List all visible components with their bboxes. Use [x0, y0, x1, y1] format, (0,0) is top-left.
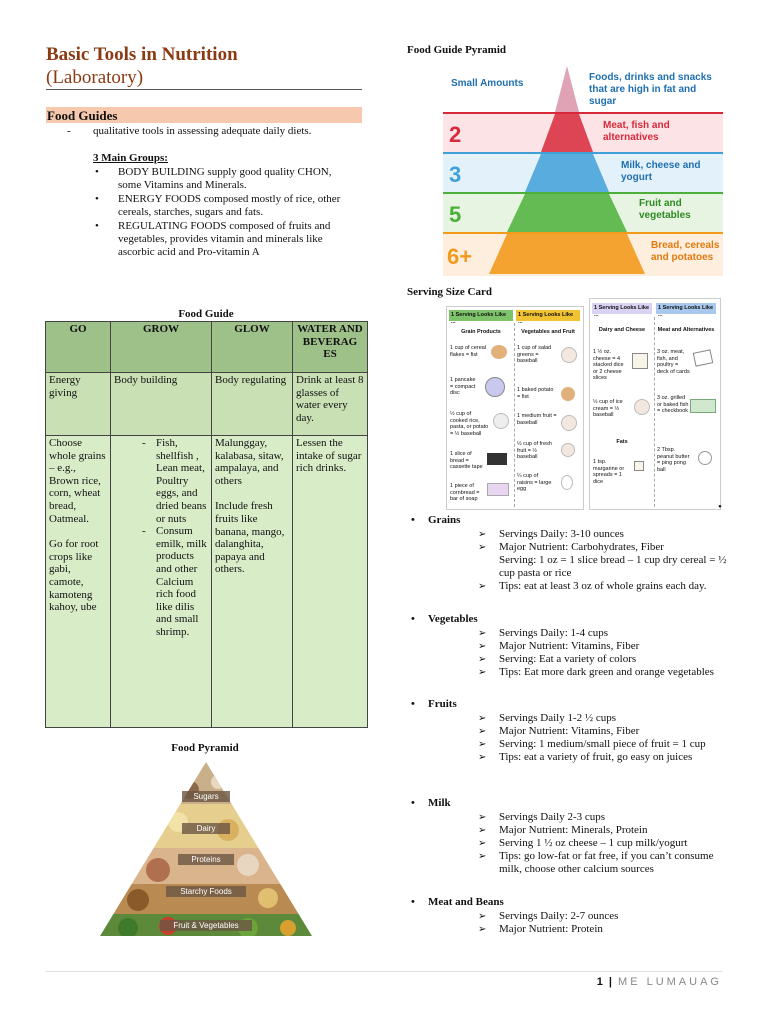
food-guide-caption: Food Guide [178, 308, 234, 320]
page-number: 1 [596, 976, 603, 988]
list-item: • ENERGY FOODS composed mostly of rice, other cereals, starches, sugars and fats. [93, 193, 351, 219]
list-item: ➢ Serving 1 ½ oz cheese – 1 cup milk/yogurt [478, 837, 728, 850]
card-entry: ½ cup of ice cream = ½ baseball [593, 399, 623, 418]
fruits-list [478, 712, 728, 764]
list-item: ➢ Servings Daily 1-2 ½ cups [478, 712, 728, 725]
table-cell: Body regulating [212, 373, 293, 436]
list-item: • BODY BUILDING supply good quality CHON, some Vitamins and Minerals. [93, 166, 351, 192]
card-entry: ½ cup of fresh fruit = ½ baseball [517, 441, 552, 460]
list-item: Serving: 1 oz = 1 slice bread – 1 cup dry cereal = ½ cup pasta or rice [499, 554, 727, 579]
group-heading-meat: • Meat and Beans [428, 896, 504, 909]
fist-icon [491, 345, 507, 359]
fist-icon [561, 387, 575, 401]
card-entry: ¼ cup of raisins = large egg [517, 473, 552, 492]
card-col-header: Dairy and Cheese [598, 327, 646, 333]
card-entry: 1 pancake = compact disc [450, 377, 476, 396]
page-subtitle: (Laboratory) [46, 67, 144, 88]
list-item: ➢ Major Nutrient: Protein [478, 923, 728, 936]
card-title: 1 Serving Looks Like ... [656, 303, 716, 314]
tier-number: 6+ [447, 244, 473, 269]
list-item: ➢ Servings Daily: 2-7 ounces [478, 910, 728, 923]
card-fats-label: Fats [616, 439, 628, 445]
card-title: 1 Serving Looks Like ... [449, 310, 513, 321]
card-entry: 1 slice of bread = cassette tape [450, 451, 483, 470]
cell-text: Malunggay, kalabasa, sitaw, ampalaya, and others [215, 437, 284, 487]
baseball-icon [561, 415, 577, 431]
dash-marker: - [67, 125, 71, 137]
group-heading-milk: • Milk [428, 797, 451, 810]
list-item: - Consum emilk, milk products and other Calcium rich food like dilis and small shrimp. [136, 525, 208, 638]
list-item: - Fish, shellfish , Lean meat, Poultry eggs, and dried beans or nuts [136, 437, 208, 525]
table-cell-grow [111, 436, 212, 728]
card-col-header: Vegetables and Fruit [521, 329, 575, 335]
baseball-icon [561, 443, 575, 457]
milk-list [478, 811, 728, 876]
list-item: • REGULATING FOODS composed of fruits and vegetables, provides vitamin and minerals like ascorbic acid and Pro-vitamin A [93, 220, 351, 259]
card-entry: 3 oz. meat, fish, and poultry = deck of cards [657, 349, 690, 375]
food-guide-table [45, 321, 368, 728]
pyramid-level-label: Dairy [196, 824, 216, 833]
food-guides-heading: Food Guides [47, 108, 118, 123]
dice-icon [634, 461, 644, 471]
groups-heading: 3 Main Groups: [93, 152, 168, 164]
tier-amount [451, 78, 524, 89]
card-col-header: Grain Products [461, 329, 501, 335]
cassette-tape-icon [487, 453, 507, 465]
group-heading-vegetables: • Vegetables [428, 613, 478, 626]
list-item: ➢ Servings Daily: 1-4 cups [478, 627, 728, 640]
list-item: ➢ Servings Daily 2-3 cups [478, 811, 728, 824]
card-title: 1 Serving Looks Like ... [592, 303, 652, 314]
table-header-water: WATER AND BEVERAG ES [293, 322, 368, 373]
tier-number: 3 [449, 162, 462, 187]
pyramid-level-label: Proteins [191, 855, 221, 864]
table-cell: Body building [111, 373, 212, 436]
serving-card-left [446, 306, 584, 510]
table-header-go: GO [46, 322, 111, 373]
pyramid-level-label: Sugars [193, 792, 219, 801]
author-name: ME LUMAUAG [618, 976, 722, 988]
list-item: ➢ Major Nutrient: Minerals, Protein [478, 824, 728, 837]
stray-bullet: • [718, 501, 722, 513]
table-cell: Drink at least 8 glasses of water every day. [293, 373, 368, 436]
list-item: ➢ Serving: 1 medium/small piece of fruit = 1 cup [478, 738, 728, 751]
page-title: Basic Tools in Nutrition [46, 44, 238, 65]
pyramid-level-label: Fruit & Vegetables [173, 921, 239, 930]
list-item: ➢ Tips: Eat more dark green and orange vegetables [478, 666, 728, 679]
baseball-icon [493, 413, 509, 429]
table-cell-go [46, 436, 111, 728]
grains-list [478, 528, 728, 593]
card-entry: 3 oz. grilled or baked fish = checkbook [657, 395, 689, 414]
tier-label: Bread, cereals and potatoes [651, 240, 720, 263]
list-item: ➢ Tips: eat a variety of fruit, go easy on juices [478, 751, 728, 764]
tier-label: Fruit and vegetables [639, 198, 691, 221]
card-title: 1 Serving Looks Like ... [516, 310, 580, 321]
tier-label: Foods, drinks and snacks that are high in fat and sugar [589, 72, 712, 106]
footer-separator: | [608, 976, 612, 988]
grow-list [114, 437, 208, 639]
groups-list [93, 166, 351, 260]
compact-disc-icon [485, 377, 505, 397]
list-item: ➢ Tips: eat at least 3 oz of whole grains each day. [478, 580, 728, 593]
guide-pyramid-caption: Food Guide Pyramid [407, 44, 507, 56]
ping-pong-ball-icon [698, 451, 712, 465]
soap-icon [487, 483, 509, 496]
table-cell-glow [212, 436, 293, 728]
vegetables-list [478, 627, 728, 679]
deck-of-cards-icon [693, 349, 714, 366]
baseball-icon [634, 399, 650, 415]
list-item: ➢ Major Nutrient: Vitamins, Fiber [478, 640, 728, 653]
tier-label: Meat, fish and alternatives [603, 120, 670, 143]
cell-text: Include fresh fruits like banana, mango, dalanghita, papaya and others. [215, 500, 285, 576]
group-heading-fruits: • Fruits [428, 698, 457, 711]
card-entry: 1 ½ oz. cheese = 4 stacked dice or 2 cheese slices [593, 349, 624, 381]
food-guide-pyramid-image [443, 64, 723, 276]
egg-icon [561, 475, 573, 490]
card-entry: 2 Tbsp. peanut butter = ping pong ball [657, 447, 690, 473]
pyramid-level-label: Starchy Foods [180, 887, 232, 896]
card-entry: ½ cup of cooked rice, pasta, or potato = ½ baseball [450, 411, 489, 437]
card-col-header: Meat and Alternatives [657, 327, 715, 333]
card-entry: 1 piece of cornbread = bar of soap [450, 483, 480, 502]
list-item: ➢ Serving: Eat a variety of colors [478, 653, 728, 666]
list-item: ➢ Major Nutrient: Carbohydrates, Fiber [478, 541, 728, 554]
card-entry: 1 cup of salad greens = baseball [517, 345, 552, 364]
list-item: ➢ Servings Daily: 3-10 ounces [478, 528, 728, 541]
meat-list [478, 910, 728, 936]
card-entry: 1 cup of cereal flakes = fist [450, 345, 487, 358]
cell-text: Go for root crops like gabi, camote, kamoteng kahoy, ube [49, 538, 99, 614]
title-rule [46, 89, 362, 90]
serving-card-caption: Serving Size Card [407, 286, 492, 298]
tier-label: Milk, cheese and yogurt [621, 160, 701, 183]
food-pyramid-caption: Food Pyramid [171, 742, 239, 754]
group-heading-grains: • Grains [428, 514, 460, 527]
table-header-glow: GLOW [212, 322, 293, 373]
table-header-grow: GROW [111, 322, 212, 373]
tier-amount-text: Small Amounts [451, 78, 524, 89]
serving-card-right [589, 298, 721, 510]
food-pyramid-image [98, 760, 314, 938]
list-item: ➢ Tips: go low-fat or fat free, if you can’t consume milk, choose other calcium sources [478, 850, 728, 876]
dice-icon [632, 353, 648, 369]
baseball-icon [561, 347, 577, 363]
list-item: ➢ Major Nutrient: Vitamins, Fiber [478, 725, 728, 738]
cell-text: Choose whole grains – e.g., Brown rice, corn, wheat bread, Oatmeal. [49, 437, 106, 525]
card-entry: 1 medium fruit = baseball [517, 413, 557, 426]
table-cell: Energy giving [46, 373, 111, 436]
table-cell-water: Lessen the intake of sugar rich drinks. [293, 436, 368, 728]
card-entry: 1 tsp. margarine or spreads = 1 dice [593, 459, 625, 485]
card-entry: 1 baked potato = fist [517, 387, 554, 400]
description-text: qualitative tools in assessing adequate daily diets. [93, 125, 312, 137]
tier-number: 2 [449, 122, 462, 147]
food-guides-description [67, 125, 367, 138]
footer-rule [46, 971, 722, 972]
checkbook-icon [690, 399, 716, 413]
tier-number: 5 [449, 202, 462, 227]
page-footer [560, 976, 722, 989]
